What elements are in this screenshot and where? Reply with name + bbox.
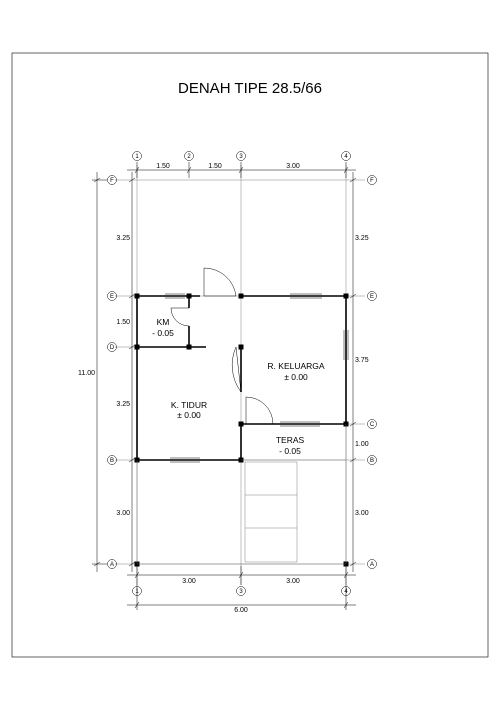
grid-col-4-bottom: 4 (344, 589, 348, 595)
bottom-dim-1: 3.00 (182, 578, 196, 585)
grid-col-3-bottom: 3 (239, 589, 243, 595)
bottom-dim-2: 3.00 (286, 578, 300, 585)
room-tidur-level: ± 0.00 (177, 410, 201, 420)
room-keluarga-name: R. KELUARGA (267, 361, 325, 371)
top-dim-1: 1.50 (156, 163, 170, 170)
grid-col-1-bottom: 1 (135, 589, 139, 595)
right-dim-3: 1.00 (355, 441, 369, 448)
grid-col-1-top: 1 (135, 154, 139, 160)
left-dim-4: 3.00 (116, 510, 130, 517)
grid-col-2-top: 2 (187, 154, 191, 160)
left-dim-3: 3.25 (116, 401, 130, 408)
top-dim-3: 3.00 (286, 163, 300, 170)
grid-row-E-right: E (369, 294, 375, 300)
right-dim-2: 3.75 (355, 357, 369, 364)
left-dim-2: 1.50 (116, 319, 130, 326)
right-dim-1: 3.25 (355, 235, 369, 242)
grid-row-E-left: E (109, 294, 115, 300)
grid-row-F-left: F (110, 178, 114, 184)
right-dim-4: 3.00 (355, 510, 369, 517)
grid-col-4-top: 4 (344, 154, 348, 160)
room-km-name: KM (156, 317, 170, 327)
grid-row-A-right: A (369, 562, 375, 568)
top-dim-2: 1.50 (208, 163, 222, 170)
room-tidur-name: K. TIDUR (170, 400, 208, 410)
room-keluarga-level: ± 0.00 (284, 372, 308, 382)
grid-row-D-left: D (109, 345, 115, 351)
grid-col-3-top: 3 (239, 154, 243, 160)
overall-width-dim: 6.00 (234, 607, 248, 614)
grid-row-C-right: C (369, 422, 375, 428)
room-teras-name: TERAS (275, 435, 305, 445)
grid-row-B-right: B (369, 458, 375, 464)
sheet-border (12, 53, 488, 657)
overall-height-dim: 11.00 (78, 370, 95, 377)
room-km-level: - 0.05 (152, 328, 174, 338)
grid-row-A-left: A (109, 562, 115, 568)
left-dim-1: 3.25 (116, 235, 130, 242)
drawing-title: DENAH TIPE 28.5/66 (178, 80, 322, 97)
room-teras-level: - 0.05 (279, 446, 301, 456)
grid-row-F-right: F (370, 178, 374, 184)
grid-row-B-left: B (109, 458, 115, 464)
